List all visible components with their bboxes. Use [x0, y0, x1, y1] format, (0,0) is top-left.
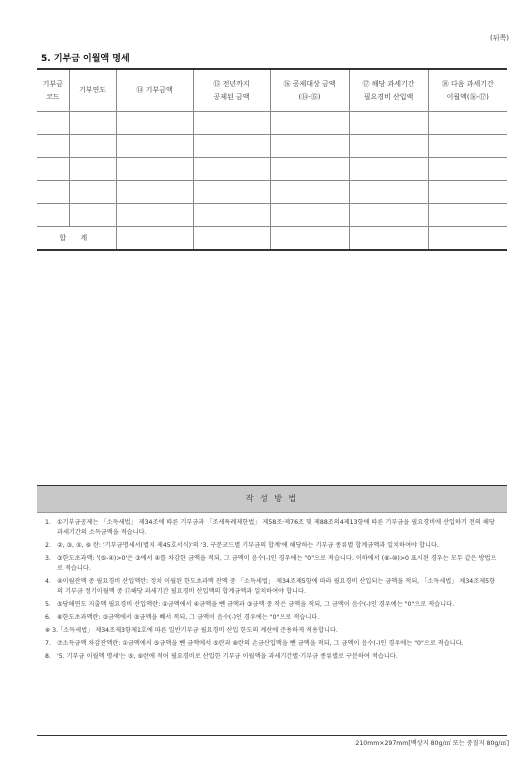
table-row[interactable] — [37, 158, 507, 181]
section-title: 5. 기부금 이월액 명세 — [41, 54, 130, 64]
header-donation-amount: ⑭ 기부금액 — [116, 69, 193, 112]
instruction-item: 2. ②, ③, ⑤, ⑨ 란: '기부금명세서(별지 제45호서식)'의 '3. 구분코드별 기부금의 합계'에 해당하는 기부금 종류별 합계금액과 일치하여야 합니다. — [45, 542, 439, 549]
instructions-title: 작 성 방 법 — [37, 486, 507, 513]
table-header-row — [37, 69, 507, 112]
instruction-item: 8. '5. 기부금 이월액 명세'는 ⑤, ⑨란에 적어 필요경비로 산입한 기부금 이월액을 과세기간별·기부금 종류별로 구분하여 적습니다. — [45, 653, 398, 660]
instruction-item: 4. ④이월잔액 중 필요경비 산입액란: 정치 이월된 한도초과액 잔액 중 「소득세법」 제34조제5항에 따라 필요경비 산입되는 금액을 적되, 「소득세법」 제34조제5항의 기부금 정기이월액 중 ⑰해당 과세기간 필요경비 산입액의 합계금액과 일치하여야 합니다. — [45, 578, 496, 595]
instruction-item: ※ 3. 「소득세법」 제34조제3항제1호에 따른 일반기부금 필요경비 산입 한도의 계산에 준용하게 적용합니다. — [45, 627, 338, 634]
header-prior-deducted: ⑮ 전년까지 공제된 금액 — [193, 69, 270, 112]
instructions-box — [37, 485, 507, 736]
header-donation-code: 기부금 코드 — [37, 69, 69, 112]
instruction-item: 3. ③한도초과액: '(⑤-④)>0'은 ③에서 ④를 차감한 금액을 적되, 그 금액이 음수(-)인 경우에는 "0"으로 적습니다. 이하에서 (⑥-⑩)>0 표시된 경우는 모두 같은 방법으로 적습니다. — [45, 555, 497, 572]
instructions-list — [37, 513, 507, 662]
header-current-expense: ⑰ 해당 과세기간 필요경비 산입액 — [349, 69, 428, 112]
total-label: 합 계 — [37, 227, 116, 251]
instruction-item: 7. ⑦소득금액 차감잔액란: ①금액에서 ⑤금액을 뺀 금액에서 ⑤란과 ⑧란의 손금산입액을 뺀 금액을 적되, 그 금액이 음수(-)인 경우에는 "0"으로 적습니다. — [45, 640, 464, 647]
instruction-item: 1. ①기부금공제는 「소득세법」 제34조에 따른 기부금과 「조세특례제한법」 제58조·제76조 및 제88조의4제13항에 따른 기부금을 필요경비에 산입하기 전의 해당 과세기간의 소득금액을 적습니다. — [45, 519, 495, 536]
page-side-label: (뒤쪽) — [490, 34, 509, 42]
header-deductible-amount: ⑯ 공제대상 금액 (⑭-⑮) — [270, 69, 349, 112]
table-row[interactable] — [37, 112, 507, 135]
table-total-row — [37, 227, 507, 251]
table-row[interactable] — [37, 204, 507, 227]
paper-spec-footer: 210mm×297mm[백상지 80g/㎡ 또는 중질지 80g/㎡] — [355, 740, 509, 747]
instruction-item: 5. ⑤당해연도 지출액 필요경비 산입액란: ②금액에서 ④금액을 뺀 금액과 ③금액 중 작은 금액을 적되, 그 금액이 음수(-)인 경우에는 "0"으로 적습니다. — [45, 601, 455, 608]
table-row[interactable] — [37, 135, 507, 158]
donation-carryover-table — [37, 68, 507, 251]
instruction-item: 6. ⑥한도초과액란: ③금액에서 ⑤금액을 빼서 적되, 그 금액이 음수(-)인 경우에는 "0"으로 적습니다. — [45, 614, 320, 621]
header-carryover-amount: ⑱ 다음 과세기간 이월액(⑯-⑰) — [428, 69, 507, 112]
header-donation-year: 기부연도 — [69, 69, 116, 112]
table-row[interactable] — [37, 181, 507, 204]
